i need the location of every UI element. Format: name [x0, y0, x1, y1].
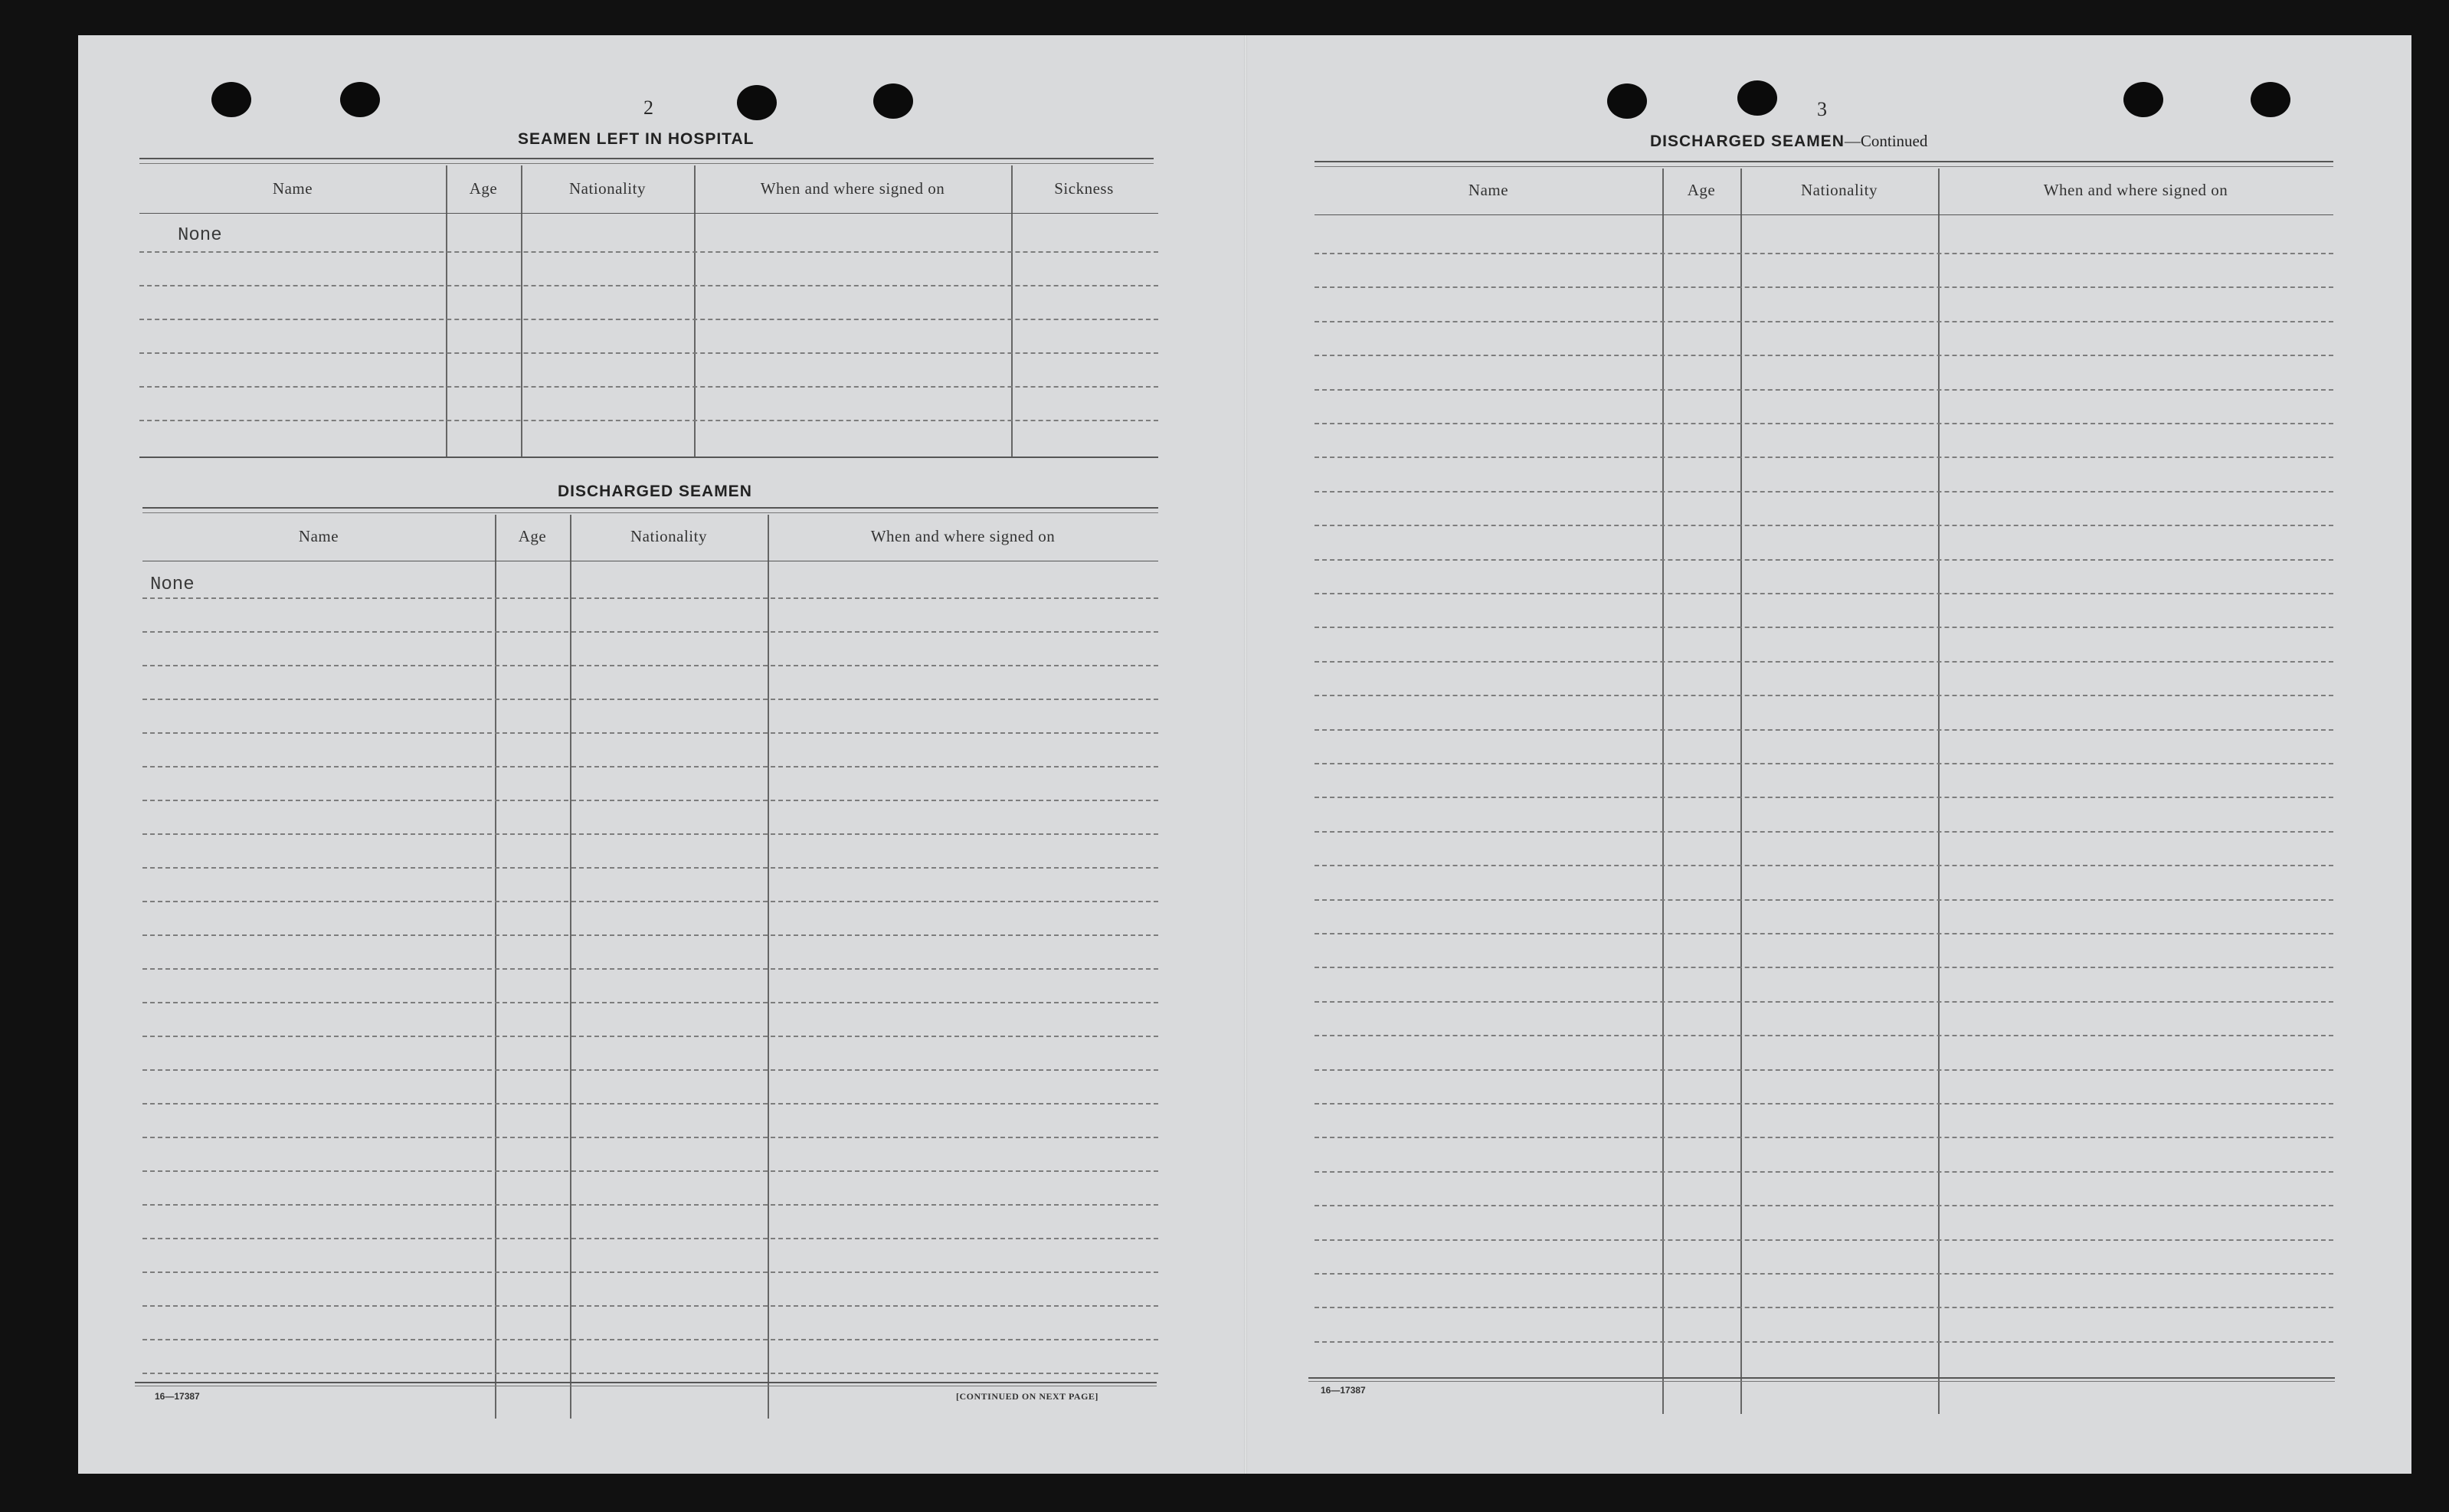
row-line — [142, 1170, 1158, 1172]
row-line — [1315, 1341, 2333, 1343]
row-line — [1315, 1307, 2333, 1308]
discharged-continued-title — [1650, 132, 1927, 151]
row-line — [1315, 967, 2333, 968]
column-header-signed-on: When and where signed on — [760, 179, 945, 198]
row-line — [1315, 661, 2333, 663]
row-line — [1315, 559, 2333, 561]
row-line — [142, 597, 1158, 599]
row-line — [1315, 1001, 2333, 1003]
column-header-signed-on: When and where signed on — [870, 527, 1056, 545]
row-line — [139, 319, 1158, 320]
row-line — [1315, 797, 2333, 798]
column-header-nationality: Nationality — [1801, 181, 1878, 199]
column-header-age: Age — [469, 179, 498, 198]
row-line — [1315, 286, 2333, 288]
row-line — [142, 833, 1158, 835]
page-number: 2 — [643, 97, 653, 119]
column-divider — [1011, 165, 1013, 457]
row-line — [139, 352, 1158, 354]
row-line — [1315, 1239, 2333, 1241]
hospital-entry: None — [178, 225, 222, 246]
left-page — [78, 35, 1244, 1474]
row-line — [142, 665, 1158, 666]
form-number: 16—17387 — [155, 1391, 200, 1402]
row-line — [1315, 457, 2333, 458]
column-divider — [495, 515, 496, 1419]
row-line — [139, 285, 1158, 286]
row-line — [142, 968, 1158, 970]
row-line — [1315, 899, 2333, 901]
row-line — [142, 1036, 1158, 1037]
header-rule — [1315, 214, 2333, 215]
row-line — [1315, 1171, 2333, 1173]
column-divider — [521, 165, 522, 457]
document-sheet — [78, 35, 2411, 1474]
column-header-signed-on: When and where signed on — [2043, 181, 2228, 199]
column-header-name: Name — [272, 179, 313, 198]
title-suffix: —Continued — [1844, 132, 1928, 150]
title-main: DISCHARGED SEAMEN — [1650, 133, 1845, 150]
row-line — [142, 631, 1158, 633]
row-line — [142, 934, 1158, 936]
discharged-entry: None — [150, 574, 195, 595]
row-line — [142, 1271, 1158, 1273]
row-line — [1315, 423, 2333, 424]
row-line — [142, 699, 1158, 700]
row-line — [1315, 831, 2333, 833]
row-line — [1315, 865, 2333, 866]
row-line — [1315, 389, 2333, 391]
double-rule — [1315, 161, 2333, 167]
row-line — [1315, 695, 2333, 696]
row-line — [142, 1339, 1158, 1340]
row-line — [1315, 253, 2333, 254]
row-line — [1315, 1273, 2333, 1275]
column-divider — [570, 515, 571, 1419]
row-line — [139, 386, 1158, 388]
row-line — [1315, 1103, 2333, 1105]
column-header-name: Name — [1468, 181, 1509, 199]
header-rule — [139, 213, 1158, 214]
column-header-nationality: Nationality — [569, 179, 646, 198]
row-line — [1315, 1137, 2333, 1138]
page-number: 3 — [1817, 98, 1827, 120]
row-line — [142, 766, 1158, 767]
row-line — [142, 1305, 1158, 1307]
row-line — [142, 1238, 1158, 1239]
column-divider — [768, 515, 769, 1419]
row-line — [1315, 729, 2333, 731]
row-line — [142, 1204, 1158, 1206]
row-line — [1315, 1069, 2333, 1071]
row-line — [142, 1103, 1158, 1105]
double-rule — [139, 158, 1154, 164]
row-line — [142, 800, 1158, 801]
continued-note: [CONTINUED ON NEXT PAGE] — [956, 1391, 1098, 1402]
double-rule — [142, 507, 1158, 513]
column-header-age: Age — [518, 527, 547, 545]
row-line — [1315, 627, 2333, 628]
row-line — [142, 1002, 1158, 1003]
row-line — [142, 901, 1158, 902]
row-line — [1315, 491, 2333, 493]
column-header-nationality: Nationality — [630, 527, 707, 545]
section-bottom-rule — [139, 457, 1158, 458]
discharged-section-title: DISCHARGED SEAMEN — [558, 483, 752, 500]
column-header-age: Age — [1687, 181, 1716, 199]
row-line — [142, 1137, 1158, 1138]
column-header-name: Name — [298, 527, 339, 545]
row-line — [139, 420, 1158, 421]
row-line — [1315, 321, 2333, 322]
row-line — [142, 1069, 1158, 1071]
row-line — [1315, 1205, 2333, 1206]
row-line — [1315, 933, 2333, 934]
column-divider — [446, 165, 447, 457]
row-line — [142, 732, 1158, 734]
bottom-rule — [1308, 1377, 2335, 1382]
row-line — [142, 1373, 1158, 1374]
right-page — [1247, 35, 2411, 1474]
column-divider — [694, 165, 696, 457]
row-line — [1315, 593, 2333, 594]
row-line — [1315, 355, 2333, 356]
bottom-rule — [135, 1382, 1157, 1386]
row-line — [139, 251, 1158, 253]
row-line — [1315, 763, 2333, 764]
hospital-section-title: SEAMEN LEFT IN HOSPITAL — [518, 130, 755, 148]
row-line — [142, 867, 1158, 869]
row-line — [1315, 1035, 2333, 1036]
column-header-sickness: Sickness — [1054, 179, 1114, 198]
row-line — [1315, 525, 2333, 526]
form-number: 16—17387 — [1321, 1385, 1366, 1396]
